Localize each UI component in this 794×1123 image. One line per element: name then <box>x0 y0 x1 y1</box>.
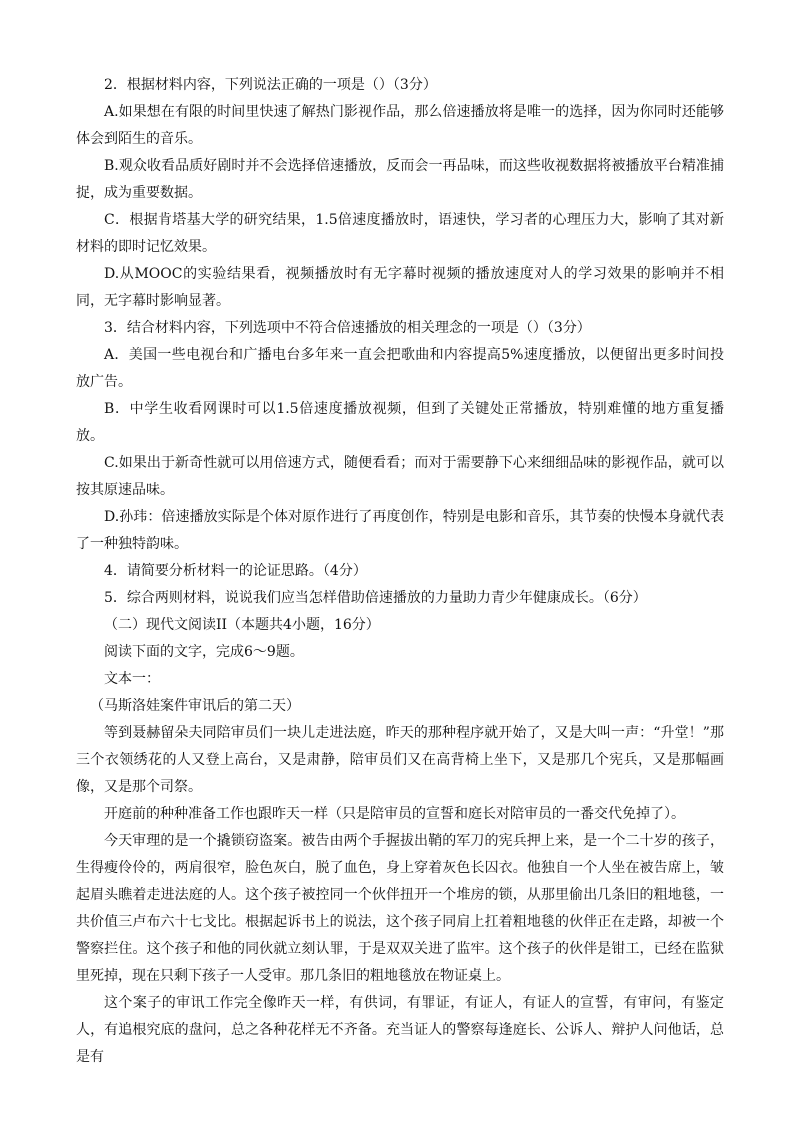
question-3-option-a: A．美国一些电视台和广播电台多年来一直会把歌曲和内容提高5%速度播放，以便留出更多时间投放广告。 <box>76 347 724 390</box>
question-3-stem: 3．结合材料内容，下列选项中不符合倍速播放的相关理念的一项是（）（3分） <box>104 320 591 336</box>
text-one-label: 文本一： <box>104 671 160 687</box>
passage-paragraph: 今天审理的是一个撬锁窃盗案。被告由两个手握拔出鞘的军刀的宪兵押上来，是一个二十岁的孩子，生得瘦伶伶的，两肩很窄，脸色灰白，脱了血色，身上穿着灰色长囚衣。他独自一个人坐在被告席上，皱起眉头瞧着走进法庭的人。这个孩子被控同一个伙伴扭开一个堆房的锁，从那里偷出几条旧的粗地毯，一共价值三卢布六十七戈比。根据起诉书上的说法，这个孩子同肩上扛着粗地毯的伙伴正在走路，却被一个警察拦住。这个孩子和他的同伙就立刻认罪，于是双双关进了监牢。这个孩子的伙伴是钳工，已经在监狱里死掉，现在只剩下孩子一人受审。那几条旧的粗地毯放在物证桌上。 <box>76 833 724 984</box>
question-2-option-c: C．根据肯塔基大学的研究结果，1.5倍速度播放时，语速快，学习者的心理压力大，影响了其对新材料的即时记忆效果。 <box>76 212 724 255</box>
question-2-option-a: A.如果想在有限的时间里快速了解热门影视作品，那么倍速播放将是唯一的选择，因为你同时还能够体会到陌生的音乐。 <box>76 104 724 147</box>
question-5: 5．综合两则材料，说说我们应当怎样借助倍速播放的力量助力青少年健康成长。（6分） <box>104 590 647 606</box>
question-2-option-d: D.从MOOC的实验结果看，视频播放时有无字幕时视频的播放速度对人的学习效果的影响并不相同，无字幕时影响显著。 <box>76 266 724 309</box>
reading-instruction: 阅读下面的文字，完成6～9题。 <box>104 644 304 660</box>
question-4: 4．请简要分析材料一的论证思路。（4分） <box>104 563 367 579</box>
question-3-option-d: D.孙玮：倍速播放实际是个体对原作进行了再度创作，特别是电影和音乐，其节奏的快慢本身就代表了一种独特韵味。 <box>76 509 724 552</box>
question-3-option-b: B．中学生收看网课时可以1.5倍速度播放视频，但到了关键处正常播放，特别难懂的地方重复播放。 <box>76 401 724 444</box>
question-2-option-b: B.观众收看品质好剧时并不会选择倍速播放，反而会一再品味，而这些收视数据将被播放平台精准捕捉，成为重要数据。 <box>76 158 724 201</box>
text-one-subtitle: （马斯洛娃案件审讯后的第二天） <box>90 698 300 714</box>
passage-paragraph: 这个案子的审讯工作完全像昨天一样，有供词，有罪证，有证人，有证人的宣誓，有审问，有鉴定人，有追根究底的盘问，总之各种花样无不齐备。充当证人的警察每逢庭长、公诉人、辩护人问他话，总是有 <box>76 995 724 1065</box>
passage-paragraph: 等到聂赫留朵夫同陪审员们一块儿走进法庭，昨天的那种程序就开始了，又是大叫一声：“升堂！”那三个衣领绣花的人又登上高台，又是肃静，陪审员们又在高背椅上坐下，又是那几个宪兵，又是那幅画像，又是那个司祭。 <box>76 725 724 795</box>
question-3-option-c: C.如果出于新奇性就可以用倍速方式，随便看看；而对于需要静下心来细细品味的影视作品，就可以按其原速品味。 <box>76 455 724 498</box>
question-2-stem: 2．根据材料内容，下列说法正确的一项是（）（3分） <box>104 77 437 93</box>
section-heading: （二）现代文阅读II（本题共4小题，16分） <box>104 617 380 633</box>
passage-paragraph: 开庭前的种种准备工作也跟昨天一样（只是陪审员的宣誓和庭长对陪审员的一番交代免掉了）。 <box>104 806 685 822</box>
